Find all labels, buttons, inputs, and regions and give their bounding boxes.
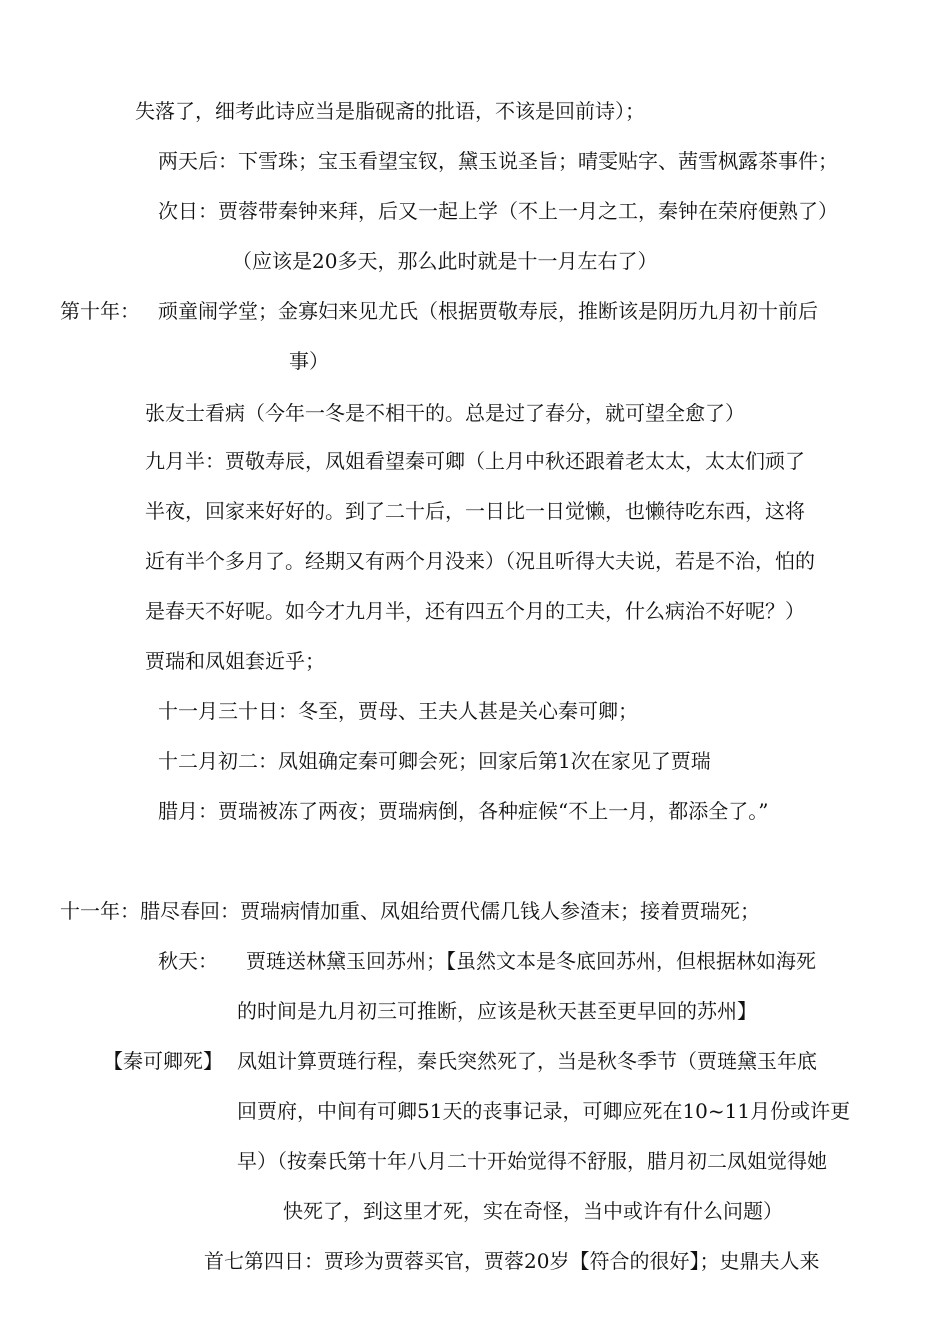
- text-line: 快死了，到这里才死，实在奇怪，当中或许有什么问题）: [283, 1199, 783, 1223]
- text-line: 顽童闹学堂；金寡妇来见尤氏（根据贾敬寿辰，推断该是阴历九月初十前后: [158, 299, 818, 323]
- text-line: 十一年：腊尽春回：贾瑞病情加重、凤姐给贾代儒几钱人参渣末；接着贾瑞死；: [60, 899, 760, 923]
- section-label: 第十年：: [60, 299, 140, 323]
- text-line: 贾琏送林黛玉回苏州；【虽然文本是冬底回苏州，但根据林如海死: [246, 949, 816, 973]
- text-line: 贾瑞和凤姐套近乎；: [145, 649, 325, 673]
- text-line: 近有半个多月了。经期又有两个月没来）（况且听得大夫说，若是不治，怕的: [145, 549, 815, 573]
- text-line: 首七第四日：贾珍为贾蓉买官，贾蓉20岁【符合的很好】；史鼎夫人来: [204, 1249, 820, 1273]
- section-label: 秋天：: [158, 949, 218, 973]
- text-line: 回贾府，中间有可卿51天的丧事记录，可卿应死在10~11月份或许更: [237, 1099, 851, 1123]
- text-line: 失落了，细考此诗应当是脂砚斋的批语，不该是回前诗）；: [135, 99, 645, 123]
- text-line: 是春天不好呢。如今才九月半，还有四五个月的工夫，什么病治不好呢？）: [145, 599, 805, 623]
- text-line: 凤姐计算贾琏行程，秦氏突然死了，当是秋冬季节（贾琏黛玉年底: [237, 1049, 817, 1073]
- text-line: 十二月初二：凤姐确定秦可卿会死；回家后第1次在家见了贾瑞: [158, 749, 711, 773]
- text-line: 次日：贾蓉带秦钟来拜，后又一起上学（不上一月之工，秦钟在荣府便熟了）: [158, 199, 838, 223]
- text-line: 事）: [289, 349, 329, 373]
- text-line: 两天后：下雪珠；宝玉看望宝钗，黛玉说圣旨；晴雯贴字、茜雪枫露茶事件；: [158, 149, 838, 173]
- text-line: 腊月：贾瑞被冻了两夜；贾瑞病倒，各种症候“不上一月，都添全了。”: [158, 799, 769, 823]
- text-line: 半夜，回家来好好的。到了二十后，一日比一日觉懒，也懒待吃东西，这将: [145, 499, 805, 523]
- text-line: （应该是20多天，那么此时就是十一月左右了）: [232, 249, 658, 273]
- text-line: 九月半：贾敬寿辰，凤姐看望秦可卿（上月中秋还跟着老太太，太太们顽了: [145, 449, 805, 473]
- section-label: 【秦可卿死】: [103, 1049, 223, 1073]
- text-line: 早）（按秦氏第十年八月二十开始觉得不舒服，腊月初二凤姐觉得她: [237, 1149, 827, 1173]
- text-line: 十一月三十日：冬至，贾母、王夫人甚是关心秦可卿；: [158, 699, 638, 723]
- text-line: 的时间是九月初三可推断，应该是秋天甚至更早回的苏州】: [237, 999, 757, 1023]
- text-line: 张友士看病（今年一冬是不相干的。总是过了春分，就可望全愈了）: [145, 401, 745, 425]
